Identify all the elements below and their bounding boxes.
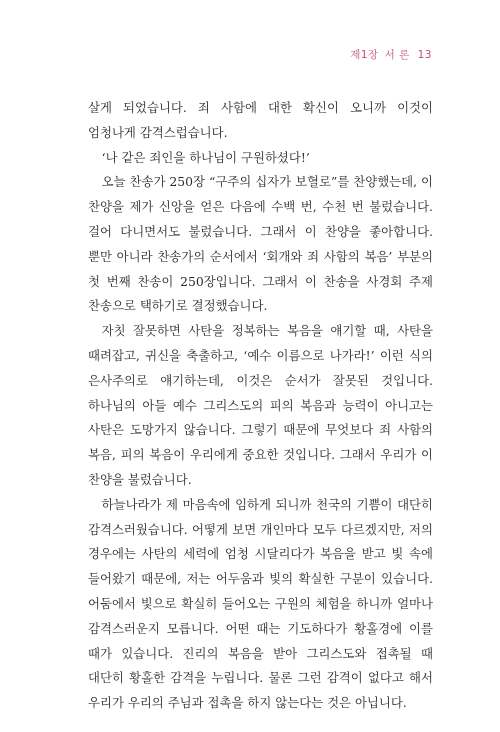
paragraph-gospel-order: 자칫 잘못하면 사탄을 정복하는 복음을 얘기할 때, 사탄을 때려잡고, 귀신을 축출하고, ‘예수 이름으로 나가라!’ 이런 식의 은사주의로 얘기하는데, 이것은 순서가 잘못된 것입니다. 하나님의 아들 예수 그리스도의 피의 복음과 능력이 아니고는 사탄은 도망가지 않습니다. 그렇기 때문에 무엇보다 죄 사함의 복음, 피의 복음이 우리에게 중요한 것입니다. 그래서 우리가 이 찬양을 불렀습니다.	[88, 323, 433, 487]
chapter-label: 제1장	[350, 49, 379, 61]
paragraph-quote: ‘나 같은 죄인을 하나님이 구원하셨다!’	[101, 149, 310, 165]
paragraph-kingdom: 하늘나라가 제 마음속에 임하게 되니까 천국의 기쁨이 대단히 감격스러웠습니다. 어떻게 보면 개인마다 모두 다르겠지만, 저의 경우에는 사탄의 세력에 엄청 시달리다가 복음을 받고 빛 속에 들어왔기 때문에, 저는 어두움과 빛의 확실한 구분이 있습니다. 어둠에서 빛으로 확실히 들어오는 구원의 체험을 하니까 얼마나 감격스러운지 모릅니다. 어떤 때는 기도하다가 황홀경에 이를 때가 있습니다. 진리의 복음을 받아 그리스도와 접촉될 때 대단히 황홀한 감격을 누립니다. 물론 그런 감격이 없다고 해서 우리가 우리의 주님과 접촉을 하지 않는다는 것은 아닙니다.	[88, 496, 433, 711]
paragraph-continued: 살게 되었습니다. 죄 사함에 대한 확신이 오니까 이것이 엄청나게 감격스럽습니다.	[88, 100, 433, 140]
paragraph-hymn: 오늘 찬송가 250장 “구주의 십자가 보혈로”를 찬양했는데, 이 찬양을 제가 신앙을 얻은 다음에 수백 번, 수천 번 불렀습니다. 걸어 다니면서도 불렀습니다. 그래서 이 찬양을 좋아합니다. 뿐만 아니라 찬송가의 순서에서 ‘회개와 죄 사함의 복음’ 부분의 첫 번째 찬송이 250장입니다. 그래서 이 찬송을 사경회 주제 찬송으로 택하기로 결정했습니다.	[88, 174, 433, 314]
running-head	[350, 47, 432, 62]
chapter-title: 서 론	[384, 49, 410, 61]
body-text	[88, 96, 433, 716]
page-number: 13	[417, 49, 432, 61]
